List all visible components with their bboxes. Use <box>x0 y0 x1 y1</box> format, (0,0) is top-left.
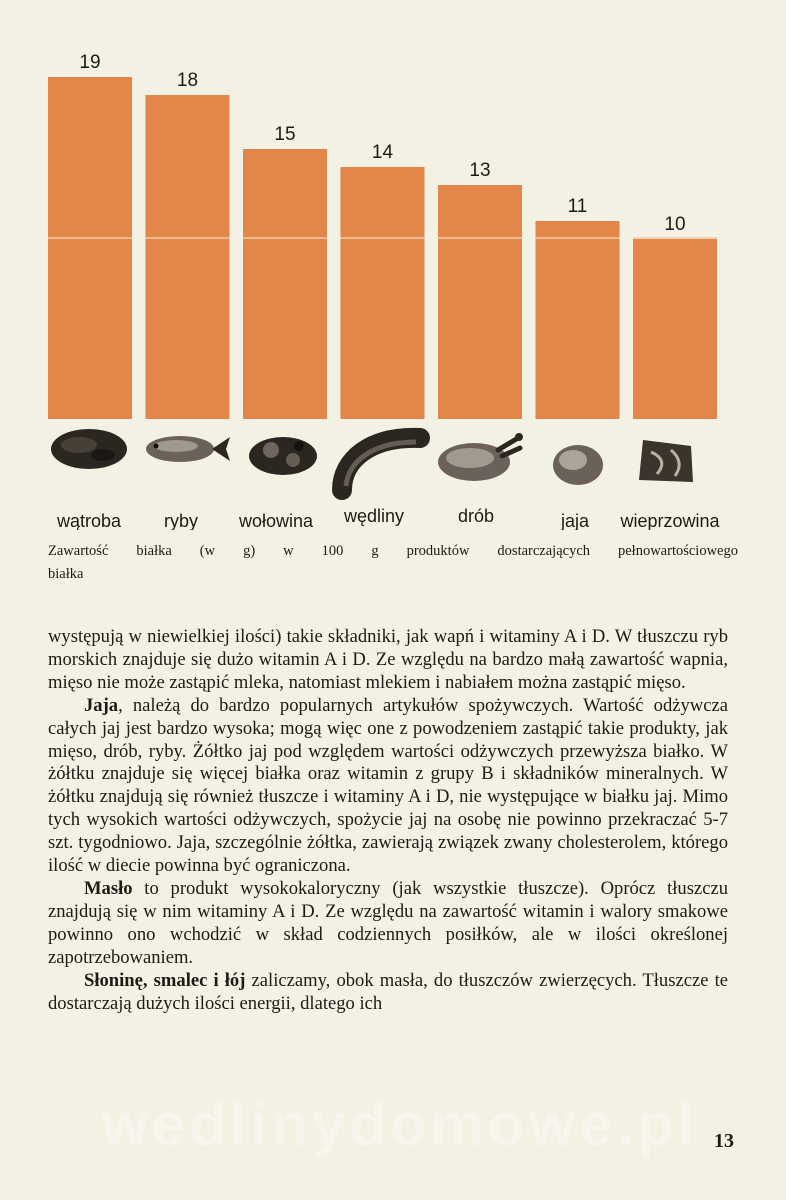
lead-lard: Słoninę, smalec i łój <box>84 969 246 991</box>
bar-value-3: 15 <box>274 124 296 145</box>
chart-caption-tail: białka <box>48 566 84 582</box>
bar-value-7: 10 <box>664 214 686 235</box>
paragraph-eggs <box>48 695 728 878</box>
bar-value-2: 18 <box>176 70 199 91</box>
protein-bar-chart <box>0 0 786 530</box>
category-label-5: drób <box>457 506 495 526</box>
bar-7 <box>633 239 717 419</box>
watermark: wedlinydomowe.pl <box>101 1091 699 1158</box>
bar-4 <box>341 167 425 419</box>
bar-3 <box>243 149 327 419</box>
chicken-icon <box>438 433 523 481</box>
food-icon-group <box>51 429 693 490</box>
pork-icon <box>639 440 693 482</box>
paragraph-butter <box>48 878 728 970</box>
bar-value-5: 13 <box>469 160 491 181</box>
liver-icon <box>51 429 127 469</box>
category-label-2: ryby <box>163 511 199 530</box>
bar-group <box>48 77 717 419</box>
category-label-3: wołowina <box>238 511 314 530</box>
bar-value-1: 19 <box>79 52 101 73</box>
category-label-1: wątroba <box>56 511 122 530</box>
sausage-icon <box>342 438 420 490</box>
bar-6 <box>536 221 620 419</box>
body-text <box>48 626 728 1015</box>
bar-value-6: 11 <box>567 196 588 217</box>
lead-eggs: Jaja <box>84 694 119 716</box>
text-lard: zaliczamy, obok masła, do tłuszczów zwierzęcych. Tłuszcze te dostarczają dużych ilości energii, dlatego ich <box>48 969 728 1014</box>
text-eggs: , należą do bardzo popularnych artykułów spożywczych. Wartość odżywcza całych jaj jest bardzo wysoka; mogą więc one z powodzeniem zastąpić takie produkty, jak mięso, drób, ryby. Żółtko jaj pod względem wartości odżywczych przewyższa białko. W żółtku znajduje się więcej białka oraz witamin z grupy B i składników mineralnych. W żółtku znajdują się również tłuszcze i witaminy A i D, nie występujące w białku jaj. Mimo tych wysokich wartości odżywczych, spożycie jaj na osobę nie powinno przekraczać 5-7 szt. tygodniowo. Jaja, szczególnie żółtka, zawierają związek zwany cholesterolem, którego ilość w diecie powinna być ograniczona. <box>48 694 728 877</box>
text-butter: to produkt wysokokaloryczny (jak wszystkie tłuszcze). Oprócz tłuszczu znajdują się w nim witaminy A i D. Ze względu na zawartość witamin i walory smakowe powinno ono wchodzić w skład codziennych posiłków, ale w ilości określonej zapotrzebowaniem. <box>48 877 728 968</box>
beef-icon <box>249 437 317 475</box>
fish-icon <box>146 436 230 462</box>
category-label-4: wędliny <box>343 506 405 526</box>
bar-2 <box>146 95 230 419</box>
page-number: 13 <box>714 1130 734 1152</box>
bar-5 <box>438 185 522 419</box>
egg-icon <box>553 445 603 485</box>
bar-value-4: 14 <box>371 142 394 163</box>
category-label-group <box>56 506 721 530</box>
paragraph-lard <box>48 970 728 1016</box>
category-label-7: wieprzowina <box>620 511 720 530</box>
category-label-6: jaja <box>560 511 590 530</box>
paragraph-meat: występują w niewielkiej ilości) takie składniki, jak wapń i witaminy A i D. W tłuszczu ryb morskich znajduje się dużo witamin A i D. Ze względu na bardzo małą zawartość wapnia, mięso nie może zastąpić mleka, natomiast mlekiem i nabiałem można zastąpić mięso. <box>48 626 728 693</box>
lead-butter: Masło <box>84 877 133 899</box>
bar-1 <box>48 77 132 419</box>
chart-caption: Zawartość białka (w g) w 100 g produktów dostarczających pełnowartościowego <box>48 543 738 559</box>
